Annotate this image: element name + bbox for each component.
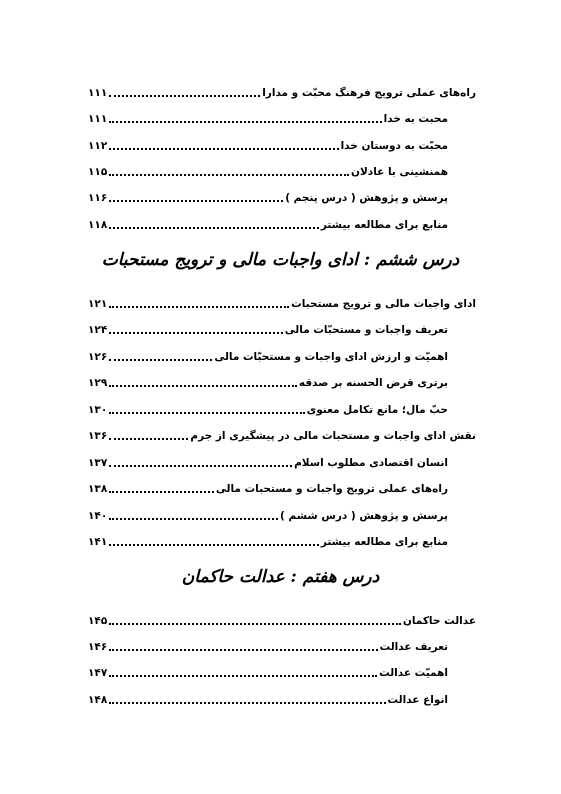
- toc-entry-title: راه‌های عملی ترویج فرهنگ محبّت و مدارا: [262, 87, 476, 99]
- toc-entry-page: ۱۴۶: [88, 641, 108, 653]
- toc-entry-page: ۱۱۱: [88, 113, 108, 125]
- toc-entry-page: ۱۲۴: [88, 324, 108, 336]
- toc-entry-page: ۱۴۱: [88, 536, 108, 548]
- toc-entry-title: همنشینی با عادلان: [351, 166, 448, 178]
- dot-leader: [109, 227, 319, 229]
- dot-leader: [109, 306, 289, 308]
- dot-leader: [109, 200, 283, 202]
- dot-leader: [109, 174, 349, 176]
- toc-entry-page: ۱۲۱: [88, 298, 108, 310]
- toc-entry: [88, 346, 448, 364]
- toc-entry-title: حبّ مال؛ مانع تکامل معنوی: [306, 404, 448, 416]
- toc-entry: [88, 662, 448, 680]
- toc-entry-title: منابع برای مطالعه بیشتر: [320, 219, 448, 231]
- toc-entry: [88, 452, 448, 470]
- toc-entry: [88, 505, 448, 523]
- toc-entry-page: ۱۱۶: [88, 192, 108, 204]
- toc-entry: [88, 319, 448, 337]
- toc-entry: [88, 82, 476, 100]
- dot-leader: [109, 359, 212, 361]
- toc-entry: [88, 161, 448, 179]
- toc-entry-title: اهمیّت و ارزش ادای واجبات و مستحبّات مالی: [214, 351, 448, 363]
- dot-leader: [109, 121, 381, 123]
- toc-entry: [88, 689, 448, 707]
- toc-entry-title: پرسش و پژوهش ( درس پنجم ): [285, 192, 448, 204]
- toc-entry-title: نقش ادای واجبات و مستحبات مالی در پیشگیری از جرم: [190, 430, 476, 442]
- toc-entry-page: ۱۳۶: [88, 430, 108, 442]
- toc-entry-page: ۱۴۵: [88, 615, 108, 627]
- dot-leader: [109, 95, 260, 97]
- toc-entry-title: پرسش و پژوهش ( درس ششم ): [280, 510, 448, 522]
- toc-entry-page: ۱۳۰: [88, 404, 108, 416]
- toc-entry: [88, 293, 476, 311]
- lesson-heading: درس ششم : ادای واجبات مالی و ترویج مستحبات: [101, 250, 460, 270]
- dot-leader: [109, 412, 304, 414]
- toc-entry-page: ۱۴۸: [88, 694, 108, 706]
- toc-entry-title: برتری قرض الحسنه بر صدقه: [298, 377, 448, 389]
- toc-entry: [88, 531, 448, 549]
- toc-entry: [88, 636, 448, 654]
- toc-entry: [88, 214, 448, 232]
- toc-entry: [88, 425, 476, 443]
- toc-entry-title: تعریف واجبات و مستحبّات مالی: [284, 324, 448, 336]
- dot-leader: [109, 623, 401, 625]
- dot-leader: [109, 518, 278, 520]
- toc-entry: [88, 372, 448, 390]
- dot-leader: [109, 438, 188, 440]
- dot-leader: [109, 465, 292, 467]
- toc-entry-page: ۱۱۱: [88, 87, 108, 99]
- toc-entry: [88, 135, 448, 153]
- toc-entry-title: محبت به خدا: [383, 113, 448, 125]
- toc-entry-page: ۱۴۷: [88, 667, 108, 679]
- toc-entry-page: ۱۲۹: [88, 377, 108, 389]
- toc-entry-page: ۱۱۸: [88, 219, 108, 231]
- dot-leader: [109, 649, 377, 651]
- toc-entry-page: ۱۳۷: [88, 457, 108, 469]
- toc-entry: [88, 187, 448, 205]
- toc-entry: [88, 610, 476, 628]
- toc-entry-title: تعریف عدالت: [379, 641, 448, 653]
- toc-entry: [88, 478, 448, 496]
- dot-leader: [109, 675, 377, 677]
- dot-leader: [109, 148, 338, 150]
- toc-entry-title: انواع عدالت: [387, 694, 448, 706]
- toc-entry: [88, 399, 448, 417]
- toc-entry-page: ۱۲۶: [88, 351, 108, 363]
- dot-leader: [109, 702, 385, 704]
- dot-leader: [109, 332, 282, 334]
- toc-entry-page: ۱۱۵: [88, 166, 108, 178]
- dot-leader: [109, 544, 319, 546]
- toc-entry-title: انسان اقتصادی مطلوب اسلام: [294, 457, 448, 469]
- toc-entry-page: ۱۱۲: [88, 140, 108, 152]
- toc-entry-page: ۱۳۸: [88, 483, 108, 495]
- dot-leader: [109, 491, 214, 493]
- toc-entry-title: عدالت حاکمان: [402, 615, 476, 627]
- dot-leader: [109, 385, 297, 387]
- toc-entry-title: راه‌های عملی ترویج واجبات و مستحبات مالی: [215, 483, 448, 495]
- toc-entry-title: ادای واجبات مالی و ترویج مستحبات: [291, 298, 476, 310]
- lesson-heading: درس هفتم : عدالت حاکمان: [181, 567, 380, 587]
- toc-entry-title: منابع برای مطالعه بیشتر: [320, 536, 448, 548]
- toc-entry-title: اهمیّت عدالت: [379, 667, 448, 679]
- toc-entry-title: محبّت به دوستان خدا: [340, 140, 448, 152]
- toc-entry-page: ۱۴۰: [88, 510, 108, 522]
- toc-entry: [88, 108, 448, 126]
